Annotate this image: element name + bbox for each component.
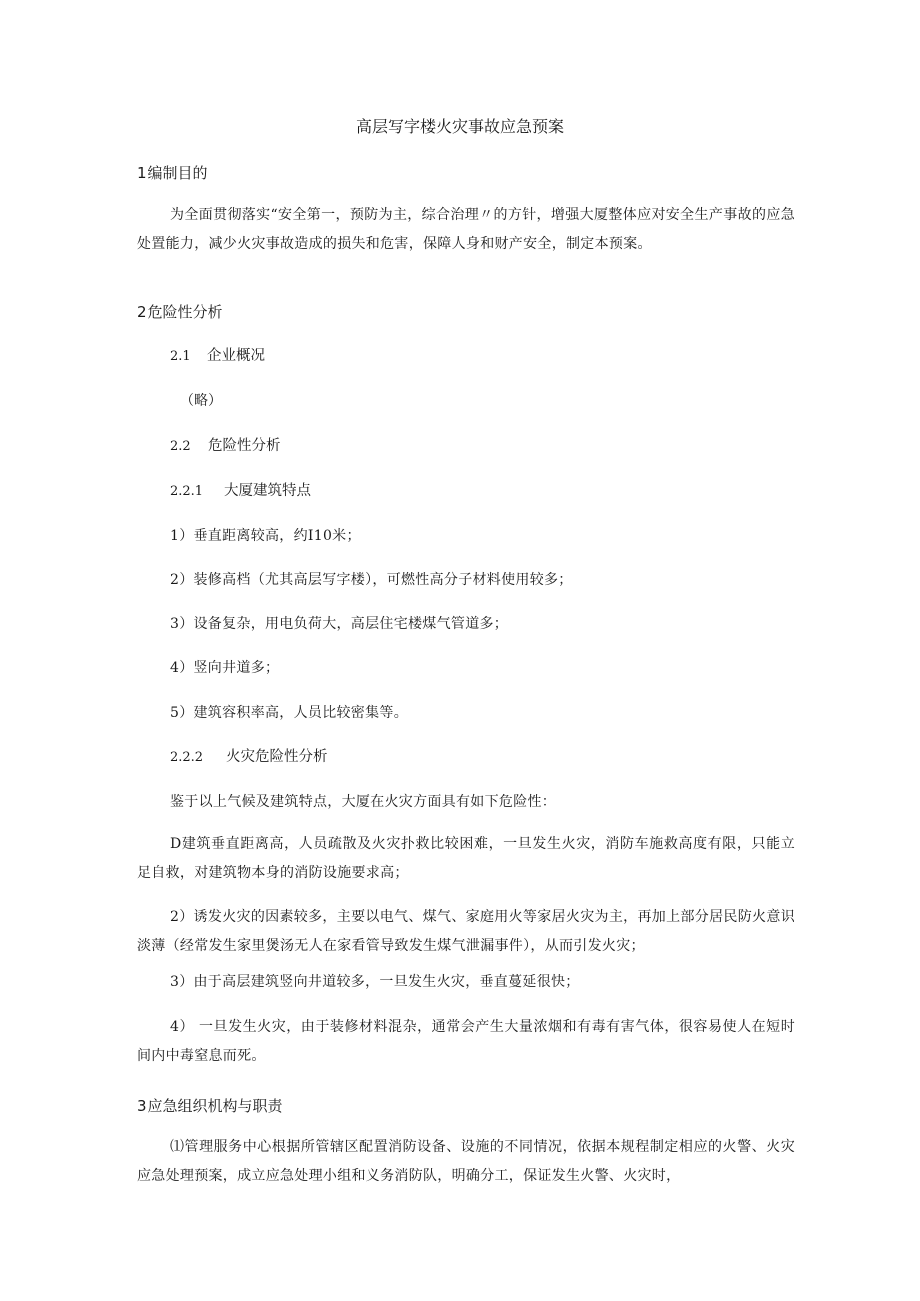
list-item: 3）由于高层建筑竖向井道较多，一旦发生火灾，垂直蔓延很快； [170, 974, 580, 990]
subsection-2-2-number: 2.2 [170, 439, 191, 454]
section-2-title: 危险性分析 [147, 303, 223, 321]
section-1-title: 编制目的 [147, 164, 208, 182]
list-item: D建筑垂直距离高，人员疏散及火灾扑救比较困难，一旦发生火灾，消防车施救高度有限，只能立足自救，对建筑物本身的消防设施要求高； [137, 836, 795, 881]
section-3-heading [137, 1096, 283, 1116]
subsection-2-2-2-number: 2.2.2 [170, 750, 204, 765]
list-item: 4）竖向井道多； [170, 660, 280, 676]
subsection-2-2-title: 危险性分析 [208, 438, 281, 454]
subsection-2-2-2-title: 火灾危险性分析 [226, 749, 328, 765]
section-1-number: 1 [137, 164, 147, 182]
section-2-heading [137, 302, 223, 322]
section-1-heading [137, 163, 208, 183]
subsection-2-1-content: （略） [180, 393, 222, 409]
subsection-2-1-number: 2.1 [170, 349, 191, 364]
section-3-paragraph: ⑴管理服务中心根据所管辖区配置消防设备、设施的不同情况，依据本规程制定相应的火警、火灾应急处理预案，成立应急处理小组和义务消防队，明确分工，保证发生火警、火灾时， [137, 1139, 795, 1184]
list-item: 1）垂直距离较高，约I10米； [170, 528, 361, 544]
list-item: 5）建筑容积率高，人员比较密集等。 [170, 705, 409, 721]
subsection-2-2-2-heading [170, 747, 328, 768]
list-item: 2）诱发火灾的因素较多，主要以电气、煤气、家庭用火等家居火灾为主，再加上部分居民防火意识淡薄（经常发生家里煲汤无人在家看管导致发生煤气泄漏事件），从而引发火灾； [137, 909, 795, 954]
section-1-paragraph: 为全面贯彻落实“安全第一，预防为主，综合治理〃的方针，增强大厦整体应对安全生产事故的应急处置能力，减少火灾事故造成的损失和危害，保障人身和财产安全，制定本预案。 [137, 207, 795, 252]
subsection-2-2-1-title: 大厦建筑特点 [224, 483, 311, 499]
section-2-number: 2 [137, 303, 147, 321]
section-3-number: 3 [137, 1097, 147, 1115]
section-3-title: 应急组织机构与职责 [147, 1097, 283, 1115]
subsection-2-2-1-number: 2.2.1 [170, 484, 204, 499]
subsection-2-2-1-heading [170, 481, 311, 502]
subsection-2-1-title: 企业概况 [207, 348, 265, 364]
list-item: 3）设备复杂，用电负荷大，高层住宅楼煤气管道多； [170, 616, 509, 632]
subsection-2-1-heading [170, 346, 265, 367]
list-item: 4） 一旦发生火灾，由于装修材料混杂，通常会产生大量浓烟和有毒有害气体，很容易使人在短时间内中毒窒息而死。 [137, 1019, 795, 1064]
subsection-2-2-heading [170, 436, 281, 457]
subsection-2-2-2-intro: 鉴于以上气候及建筑特点，大厦在火灾方面具有如下危险性： [170, 794, 557, 810]
list-item: 2）装修高档（尤其高层写字楼），可燃性高分子材料使用较多； [170, 572, 573, 588]
document-title: 高层写字楼火灾事故应急预案 [355, 117, 564, 136]
